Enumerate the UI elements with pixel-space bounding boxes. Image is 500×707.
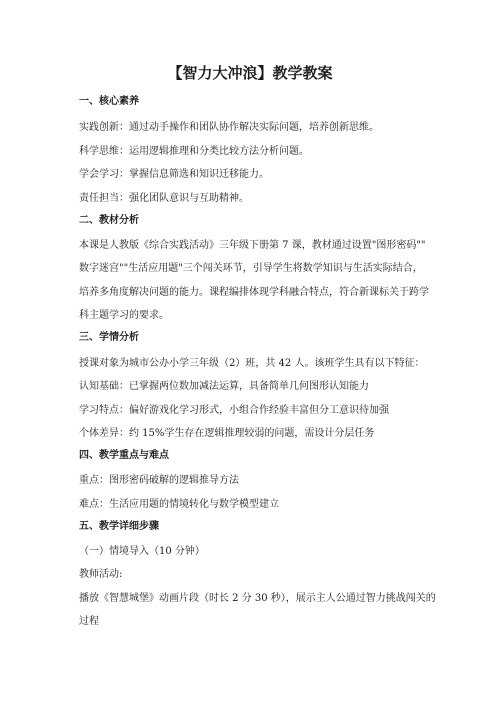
paragraph-line: 实践创新：通过动手操作和团队协作解决实际问题，培养创新思维。 <box>79 122 379 133</box>
paragraph-line: 播放《智慧城堡》动画片段（时长 2 分 30 秒），展示主人公通过智力挑战闯关的 <box>79 593 436 604</box>
paragraph-line: 学习特点：偏好游戏化学习形式，小组合作经验丰富但分工意识待加强 <box>79 405 389 416</box>
paragraph-line: 学会学习：掌握信息筛选和知识迁移能力。 <box>79 169 269 180</box>
section-heading-student-analysis: 三、学情分析 <box>79 332 139 343</box>
paragraph-line: （一）情境导入（10 分钟） <box>79 546 205 557</box>
paragraph-line: 教师活动: <box>79 569 123 580</box>
section-heading-textbook-analysis: 二、教材分析 <box>79 215 139 226</box>
paragraph-line: 科学思维：运用逻辑推理和分类比较方法分析问题。 <box>79 146 309 157</box>
paragraph-line: 数字迷宫""生活应用题"三个闯关环节，引导学生将数学知识与生活实际结合， <box>79 263 423 274</box>
paragraph-line: 本课是人教版《综合实践活动》三年级下册第 7 课，教材通过设置"图形密码"" <box>79 240 426 251</box>
paragraph-line: 个体差异：约 15%学生存在逻辑推理较弱的问题，需设计分层任务 <box>79 428 375 439</box>
document-title: 【智力大冲浪】教学教案 <box>167 64 333 82</box>
paragraph-line: 培养多角度解决问题的能力。课程编排体现学科融合特点，符合新课标关于跨学 <box>79 287 429 298</box>
section-heading-teaching-steps: 五、教学详细步骤 <box>79 521 159 532</box>
paragraph-line: 重点：图形密码破解的逻辑推导方法 <box>79 475 239 486</box>
paragraph-line: 过程 <box>79 616 99 627</box>
section-heading-key-points: 四、教学重点与难点 <box>79 450 169 461</box>
paragraph-line: 难点：生活应用题的情境转化与数学模型建立 <box>79 499 279 510</box>
paragraph-line: 责任担当：强化团队意识与互助精神。 <box>79 193 249 204</box>
paragraph-line: 认知基础：已掌握两位数加减法运算，具备简单几何图形认知能力 <box>79 381 369 392</box>
paragraph-line: 授课对象为城市公办小学三年级（2）班，共 42 人。该班学生具有以下特征： <box>79 358 425 369</box>
paragraph-line: 科主题学习的要求。 <box>79 310 169 321</box>
section-heading-core-literacy: 一、核心素养 <box>79 96 139 107</box>
